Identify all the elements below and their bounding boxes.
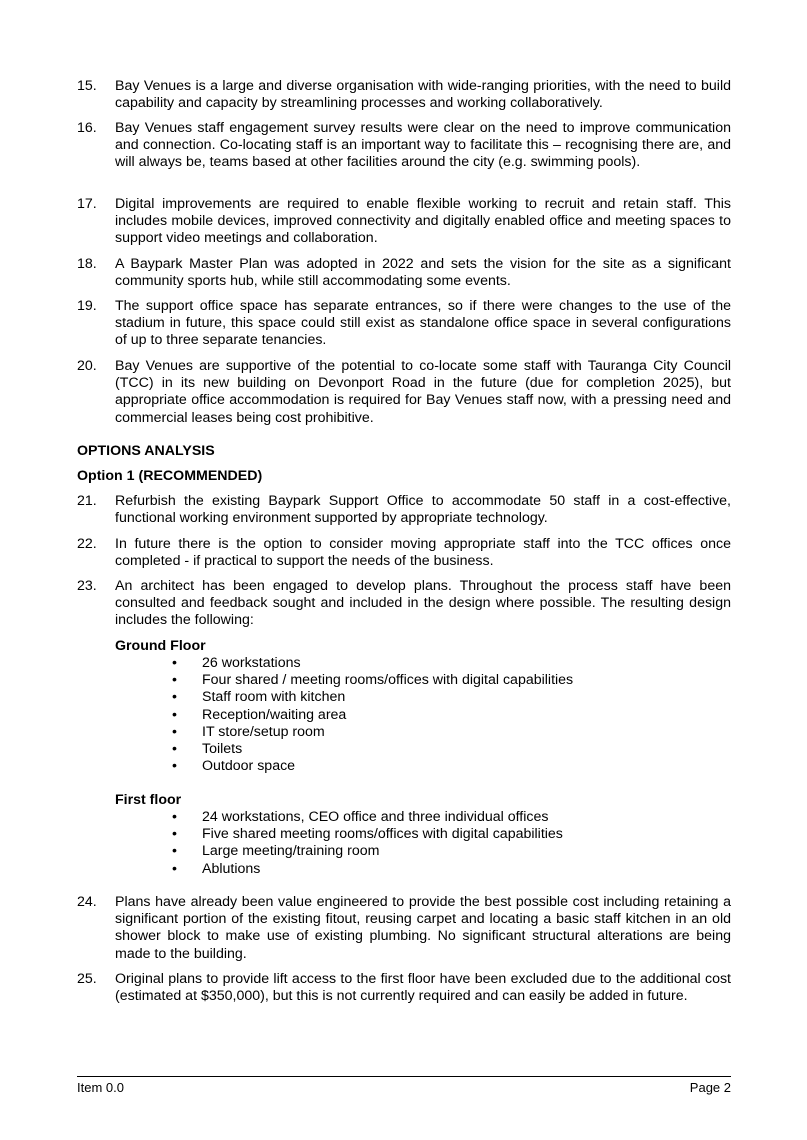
section-heading-options-analysis: OPTIONS ANALYSIS: [77, 443, 215, 459]
bullet-icon: •: [172, 860, 177, 877]
bullet-icon: •: [172, 758, 177, 775]
paragraph-number: 17.: [77, 196, 97, 212]
footer-page-number: Page 2: [689, 1080, 731, 1095]
footer-item-label: Item 0.0: [77, 1080, 124, 1095]
paragraph-text: A Baypark Master Plan was adopted in 2022 and sets the vision for the site as a significant community sports hub, while still accommodating some events.: [115, 256, 731, 290]
paragraph-text: Bay Venues staff engagement survey results were clear on the need to improve communication and connection. Co-locating staff is an important way to facilitate this – recognising there are, and will always be, teams based at other facilities around the city (e.g. swimming pools).: [115, 120, 731, 171]
paragraph-text: An architect has been engaged to develop plans. Throughout the process staff have been consulted and feedback sought and included in the design where possible. The resulting design includes the following:: [115, 578, 731, 629]
first-floor-heading: First floor: [115, 792, 182, 808]
paragraph-number: 18.: [77, 256, 97, 272]
list-item: • IT store/setup room: [172, 723, 325, 740]
paragraph-number: 19.: [77, 298, 97, 314]
list-item: • Staff room with kitchen: [172, 689, 346, 706]
bullet-icon: •: [172, 809, 177, 825]
paragraph-text: Digital improvements are required to enable flexible working to recruit and retain staff. This includes mobile devices, improved connectivity and digitally enabled office and meeting spaces to support video meetings and collaboration.: [115, 196, 731, 247]
paragraph-number: 22.: [77, 536, 97, 552]
list-item: • Four shared / meeting rooms/offices with digital capabilities: [172, 672, 574, 689]
paragraph-text: The support office space has separate entrances, so if there were changes to the use of the stadium in future, this space could still exist as standalone office space in several configurations of up to three separate tenancies.: [115, 298, 731, 349]
paragraph-number: 25.: [77, 971, 97, 987]
paragraph-text: Original plans to provide lift access to the first floor have been excluded due to the additional cost (estimated at $350,000), but this is not currently required and can easily be added in future.: [115, 971, 731, 1005]
paragraph-number: 15.: [77, 78, 97, 94]
paragraph-text: Bay Venues are supportive of the potential to co-locate some staff with Tauranga City Council (TCC) in its new building on Devonport Road in the future (due for completion 2025), but appropriate office accommodation is required for Bay Venues staff now, with a pressing need and commercial leases being cost prohibitive.: [115, 358, 731, 426]
list-item: • Ablutions: [172, 860, 261, 877]
ground-floor-heading: Ground Floor: [115, 638, 206, 654]
paragraph-text: Bay Venues is a large and diverse organisation with wide-ranging priorities, with the need to build capability and capacity by streamlining processes and working collaboratively.: [115, 78, 731, 112]
paragraph-number: 21.: [77, 493, 97, 509]
paragraph-text: Refurbish the existing Baypark Support Office to accommodate 50 staff in a cost-effective, functional working environment supported by appropriate technology.: [115, 493, 731, 527]
bullet-icon: •: [172, 689, 177, 706]
list-item: • 26 workstations: [172, 655, 301, 671]
paragraph-number: 20.: [77, 358, 97, 374]
ground-floor-list: [172, 655, 573, 775]
bullet-icon: •: [172, 843, 177, 860]
list-item: • 24 workstations, CEO office and three individual offices: [172, 809, 549, 825]
paragraph-text: Plans have already been value engineered to provide the best possible cost including retaining a significant portion of the existing fitout, reusing carpet and locating a basic staff kitchen in an old shower block to make use of existing plumbing. No significant structural alterations are being made to the building.: [115, 894, 731, 962]
list-item: • Outdoor space: [172, 758, 296, 775]
paragraph-number: 24.: [77, 894, 97, 910]
first-floor-list: [172, 809, 563, 878]
section-heading-option-1: Option 1 (RECOMMENDED): [77, 468, 263, 484]
footer-divider: [77, 1076, 731, 1077]
bullet-icon: •: [172, 672, 177, 689]
list-item: • Reception/waiting area: [172, 706, 347, 723]
bullet-icon: •: [172, 741, 177, 758]
list-item: • Large meeting/training room: [172, 843, 380, 860]
list-item: • Toilets: [172, 741, 243, 758]
bullet-icon: •: [172, 655, 177, 671]
paragraph-number: 16.: [77, 120, 97, 136]
bullet-icon: •: [172, 723, 177, 740]
paragraph-number: 23.: [77, 578, 97, 594]
bullet-icon: •: [172, 706, 177, 723]
list-item: • Five shared meeting rooms/offices with digital capabilities: [172, 826, 563, 843]
paragraph-text: In future there is the option to consider moving appropriate staff into the TCC offices once completed - if practical to support the needs of the business.: [115, 536, 731, 570]
bullet-icon: •: [172, 826, 177, 843]
